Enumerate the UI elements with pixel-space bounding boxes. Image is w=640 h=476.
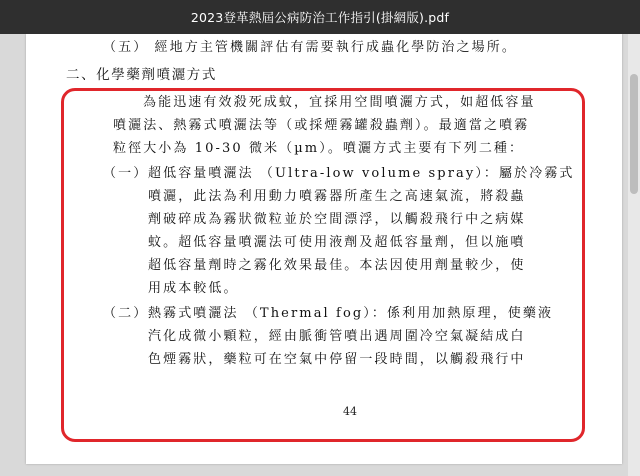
item1-line-6: 用成本較低。: [148, 281, 239, 296]
item2-line-1: 熱霧式噴灑法 （Thermal fog）：係利用加熱原理，使藥液: [148, 306, 554, 321]
intro-line-3: 粒徑大小為 10-30 微米（µm）。噴灑方式主要有下列二種：: [113, 141, 525, 156]
section-heading: 二、化學藥劑噴灑方式: [66, 67, 217, 83]
pdf-page: [26, 34, 622, 464]
intro-line-2: 噴灑法、熱霧式噴灑法等（或採煙霧罐殺蟲劑）。最適當之噴霧: [113, 118, 530, 133]
item2-line-2: 汽化成微小顆粒，經由脈衝管噴出遇周圍冷空氣凝結成白: [148, 329, 526, 344]
pdf-title-bar: [0, 0, 640, 34]
top-list-item: （五） 經地方主管機關評估有需要執行成蟲化學防治之場所。: [103, 40, 517, 55]
item1-line-4: 蚊。超低容量噴灑法可使用液劑及超低容量劑，但以施噴: [148, 235, 526, 250]
pdf-viewer[interactable]: [0, 34, 640, 476]
item1-line-2: 噴灑，此法為利用動力噴霧器所產生之高速氣流，將殺蟲: [148, 189, 526, 204]
page-number: 44: [343, 405, 357, 418]
scrollbar-thumb[interactable]: [630, 74, 638, 194]
vertical-scrollbar[interactable]: [628, 34, 640, 476]
item1-line-5: 超低容量劑時之霧化效果最佳。本法因使用劑量較少，使: [148, 258, 526, 273]
item2-marker: （二）: [103, 306, 149, 321]
item1-marker: （一）: [103, 166, 149, 181]
document-title: 2023登革熱屆公病防治工作指引(掛網版).pdf: [190, 10, 450, 25]
intro-line-1: 為能迅速有效殺死成蚊，宜採用空間噴灑方式，如超低容量: [143, 95, 536, 110]
item1-line-3: 劑破碎成為霧狀微粒並於空間漂浮，以觸殺飛行中之病媒: [148, 212, 526, 227]
item2-line-3: 色煙霧狀，藥粒可在空氣中停留一段時間，以觸殺飛行中: [148, 352, 526, 367]
item1-line-1: 超低容量噴灑法 （Ultra-low volume spray）：屬於冷霧式: [148, 166, 575, 181]
